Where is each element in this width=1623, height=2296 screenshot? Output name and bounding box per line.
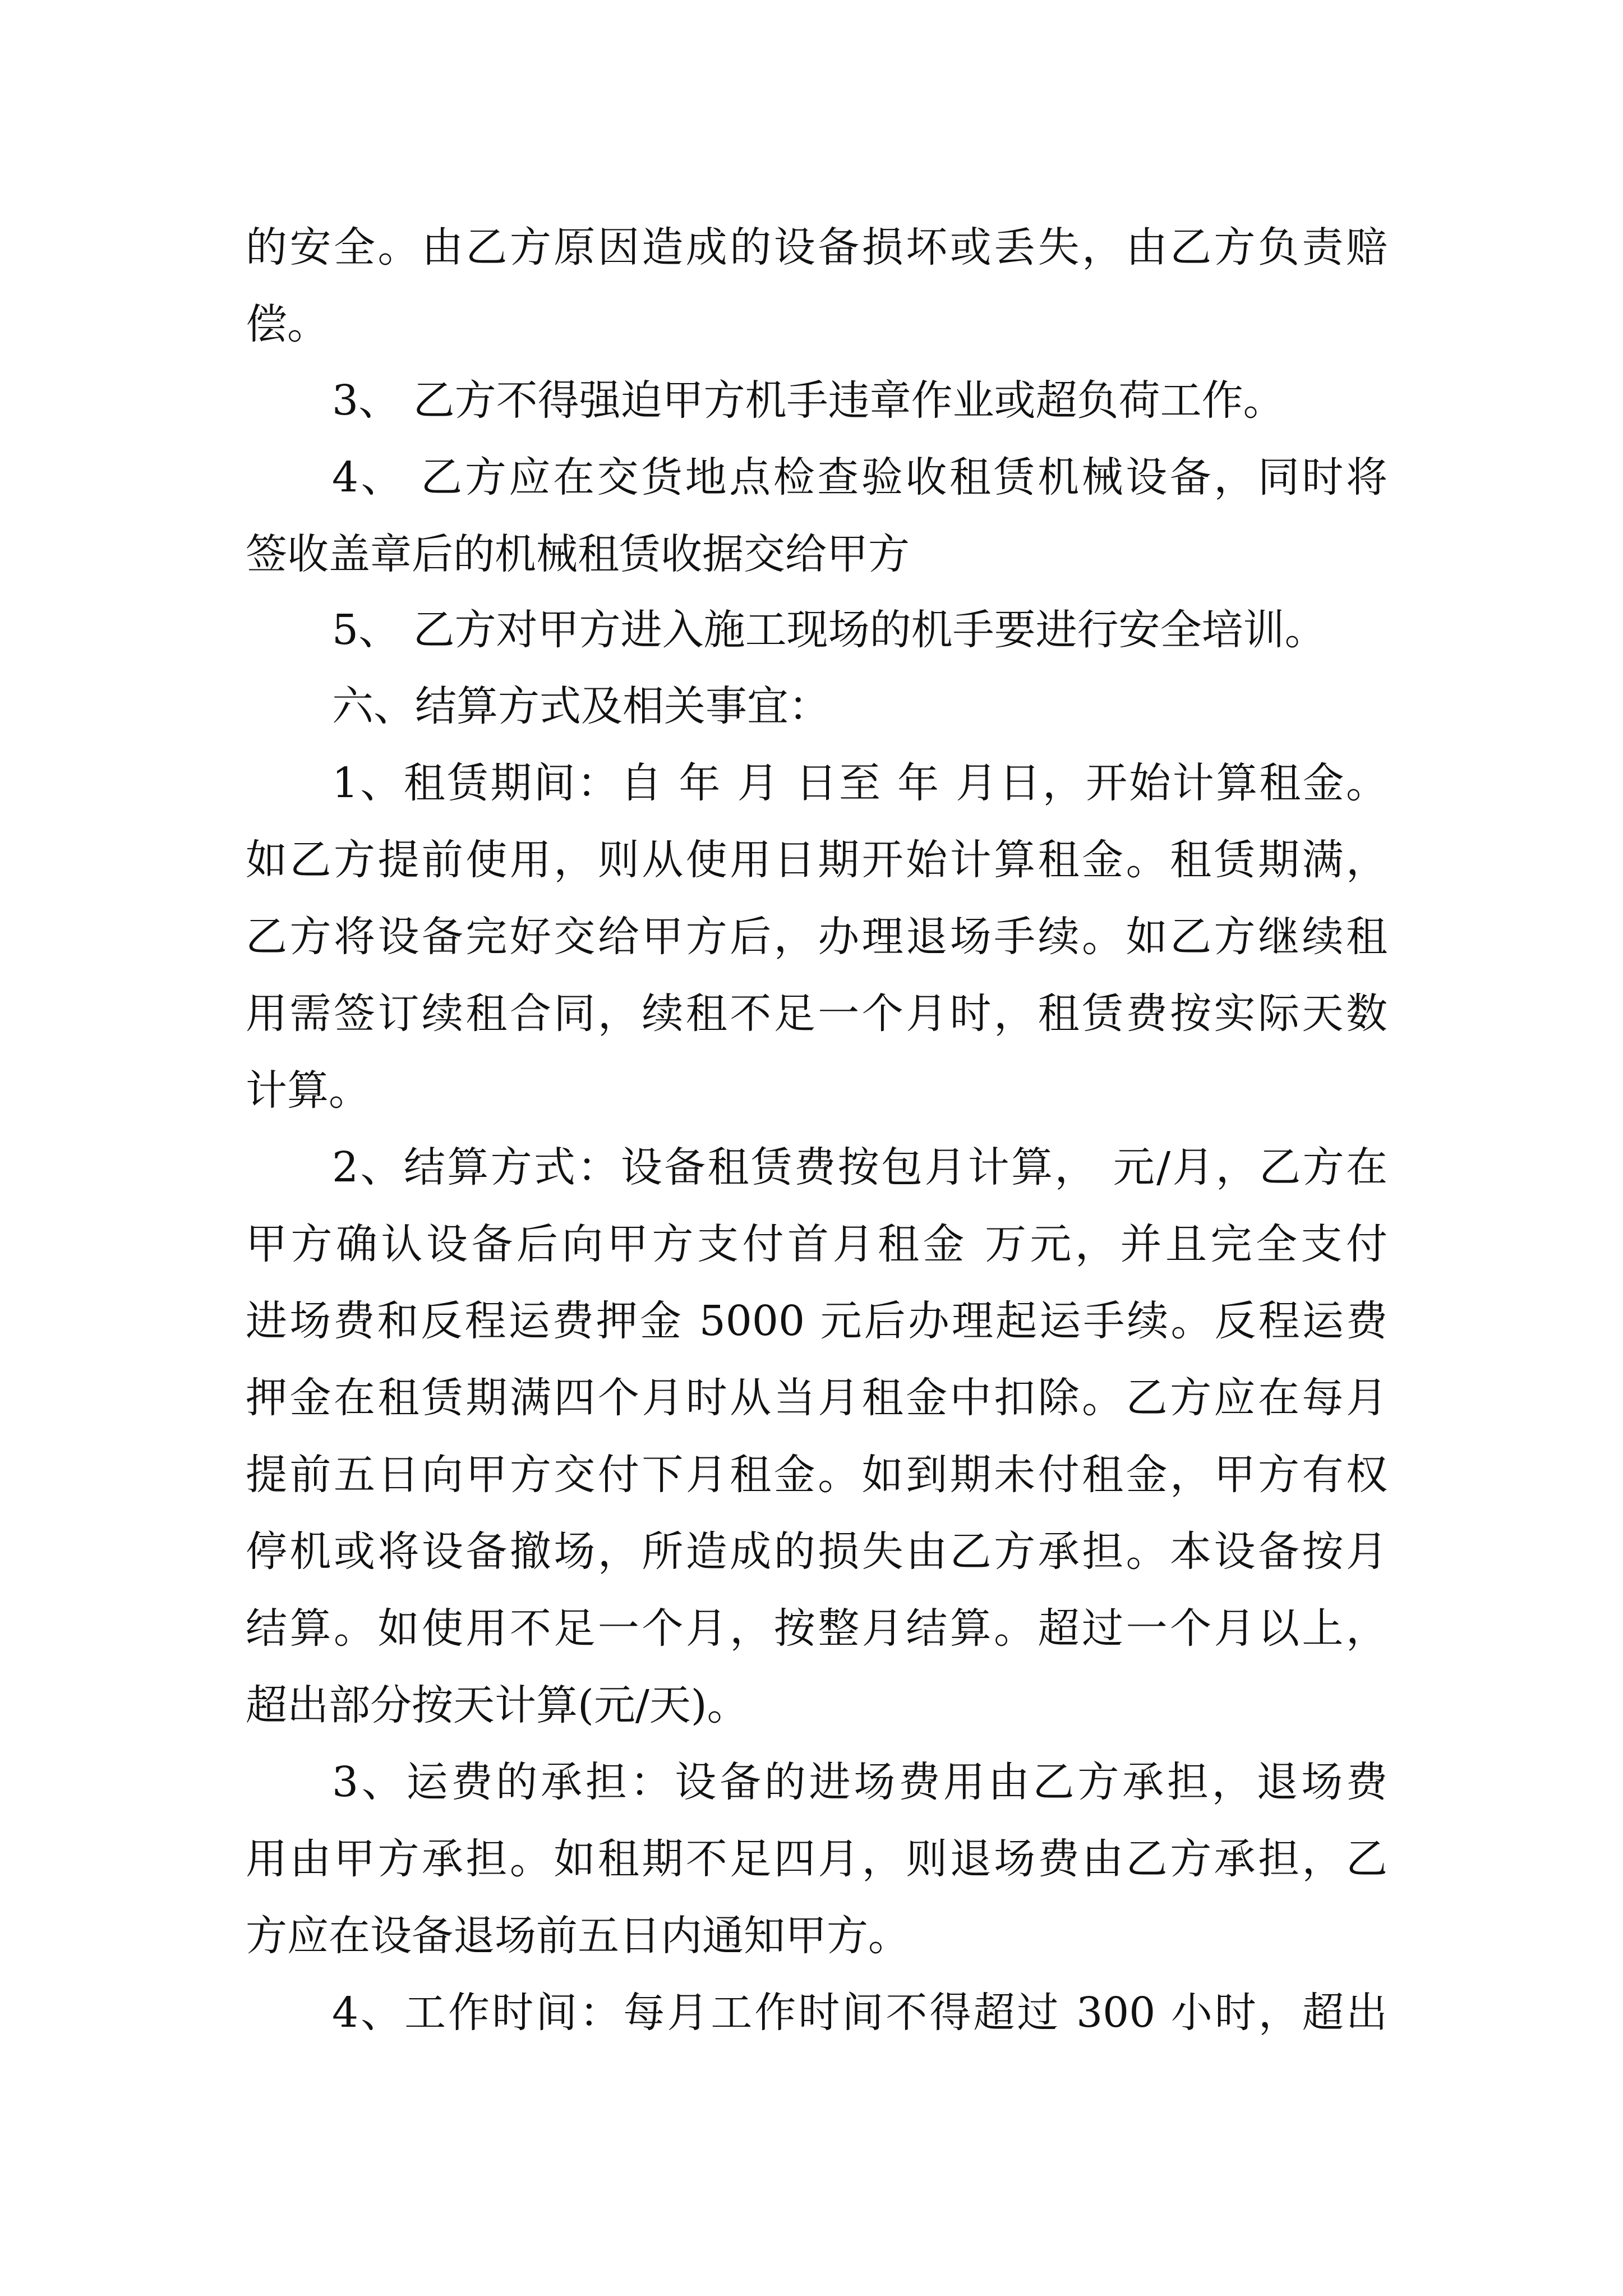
text-line: 2、结算方式：设备租赁费按包月计算， 元/月，乙方在	[332, 1143, 1387, 1191]
text-line: 3、 乙方不得强迫甲方机手违章作业或超负荷工作。	[332, 376, 1285, 425]
text-line: 方应在设备退场前五日内通知甲方。	[246, 1912, 910, 1960]
text-line: 如乙方提前使用，则从使用日期开始计算租金。租赁期满，	[246, 836, 1387, 884]
text-line: 甲方确认设备后向甲方支付首月租金 万元，并且完全支付	[246, 1220, 1387, 1268]
text-line: 用由甲方承担。如租期不足四月，则退场费由乙方承担，乙	[246, 1835, 1387, 1883]
text-line: 提前五日向甲方交付下月租金。如到期未付租金，甲方有权	[246, 1451, 1387, 1499]
text-line: 偿。	[246, 300, 329, 348]
section-heading: 六、结算方式及相关事宜：	[332, 682, 830, 730]
text-line: 3、运费的承担：设备的进场费用由乙方承担，退场费	[332, 1758, 1387, 1806]
text-line: 结算。如使用不足一个月，按整月结算。超过一个月以上，	[246, 1604, 1387, 1653]
text-line: 计算。	[246, 1066, 370, 1115]
text-line: 乙方将设备完好交给甲方后，办理退场手续。如乙方继续租	[246, 913, 1387, 961]
text-line: 4、 乙方应在交货地点检查验收租赁机械设备，同时将	[332, 453, 1387, 501]
text-line: 进场费和反程运费押金 5000 元后办理起运手续。反程运费	[246, 1297, 1387, 1345]
text-line: 签收盖章后的机械租赁收据交给甲方	[246, 530, 910, 578]
text-line: 停机或将设备撤场，所造成的损失由乙方承担。本设备按月	[246, 1527, 1387, 1576]
text-line: 的安全。由乙方原因造成的设备损坏或丢失，由乙方负责赔	[246, 223, 1387, 272]
text-line: 押金在租赁期满四个月时从当月租金中扣除。乙方应在每月	[246, 1374, 1387, 1422]
text-line: 1、租赁期间：自 年 月 日至 年 月日，开始计算租金。	[332, 759, 1387, 807]
text-line: 4、工作时间：每月工作时间不得超过 300 小时，超出	[332, 1989, 1387, 2037]
text-line: 用需签订续租合同，续租不足一个月时，租赁费按实际天数	[246, 990, 1387, 1038]
text-line: 超出部分按天计算(元/天)。	[246, 1681, 749, 1729]
text-line: 5、 乙方对甲方进入施工现场的机手要进行安全培训。	[332, 606, 1326, 654]
